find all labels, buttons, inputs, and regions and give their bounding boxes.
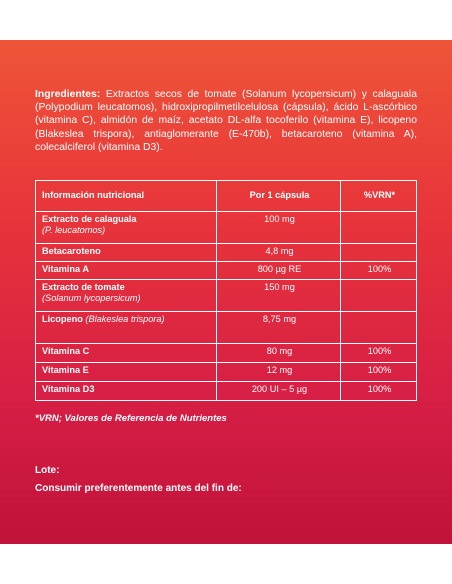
nutrient-name: Extracto de tomate (Solanum lycopersicum)	[36, 280, 217, 312]
nutrient-vrn: 100%	[341, 363, 417, 382]
lote-label: Lote:	[35, 465, 60, 476]
nutrient-vrn: 100%	[341, 382, 417, 401]
table-row	[36, 212, 417, 244]
nutrient-amount: 100 mg	[217, 212, 341, 244]
nutrient-name: Licopeno (Blakeslea trispora)	[36, 312, 217, 344]
nutrient-name: Vitamina A	[36, 262, 217, 280]
nutrient-amount: 200 UI – 5 µg	[217, 382, 341, 401]
header-vrn: %VRN*	[341, 181, 417, 212]
header-per-capsule: Por 1 cápsula	[217, 181, 341, 212]
nutrient-amount: 12 mg	[217, 363, 341, 382]
table-row	[36, 244, 417, 262]
ingredients-paragraph	[35, 88, 417, 154]
nutrient-name: Vitamina C	[36, 344, 217, 363]
ingredients-text: Extractos secos de tomate (Solanum lycopersicum) y calaguala (Polypodium leucatomos), hidroxipropilmetilcelulosa (cápsula), ácido L-ascórbico (vitamina C), almidón de maíz, acetato DL-alfa tocoferilo (vitamina E), licopeno (Blakeslea trispora), antiaglomerante (E-470b), betacaroteno (vitamina A), colecalciferol (vitamina D3).	[35, 89, 417, 153]
table-row	[36, 262, 417, 280]
vrn-footnote: *VRN; Valores de Referencia de Nutrientes	[35, 413, 227, 424]
nutrient-amount: 150 mg	[217, 280, 341, 312]
nutrient-name: Betacaroteno	[36, 244, 217, 262]
table-row	[36, 280, 417, 312]
nutrient-vrn: 100%	[341, 262, 417, 280]
nutrient-name: Vitamina E	[36, 363, 217, 382]
best-before-label: Consumir preferentemente antes del fin de:	[35, 483, 242, 494]
nutrient-amount: 4,8 mg	[217, 244, 341, 262]
nutrient-name: Vitamina D3	[36, 382, 217, 401]
nutrient-name: Extracto de calaguala (P. leucatomos)	[36, 212, 217, 244]
label-panel	[0, 40, 452, 544]
nutrient-amount: 80 mg	[217, 344, 341, 363]
nutrition-table	[35, 180, 417, 401]
nutrient-amount: 800 µg RE	[217, 262, 341, 280]
table-row	[36, 363, 417, 382]
nutrient-vrn	[341, 312, 417, 344]
nutrient-vrn	[341, 212, 417, 244]
table-row	[36, 382, 417, 401]
nutrient-vrn	[341, 244, 417, 262]
header-info: Información nutricional	[36, 181, 217, 212]
table-row	[36, 344, 417, 363]
nutrient-vrn: 100%	[341, 344, 417, 363]
nutrient-amount: 8,75 mg	[217, 312, 341, 344]
table-header-row	[36, 181, 417, 212]
nutrient-vrn	[341, 280, 417, 312]
ingredients-heading: Ingredientes:	[35, 89, 101, 100]
table-row	[36, 312, 417, 344]
